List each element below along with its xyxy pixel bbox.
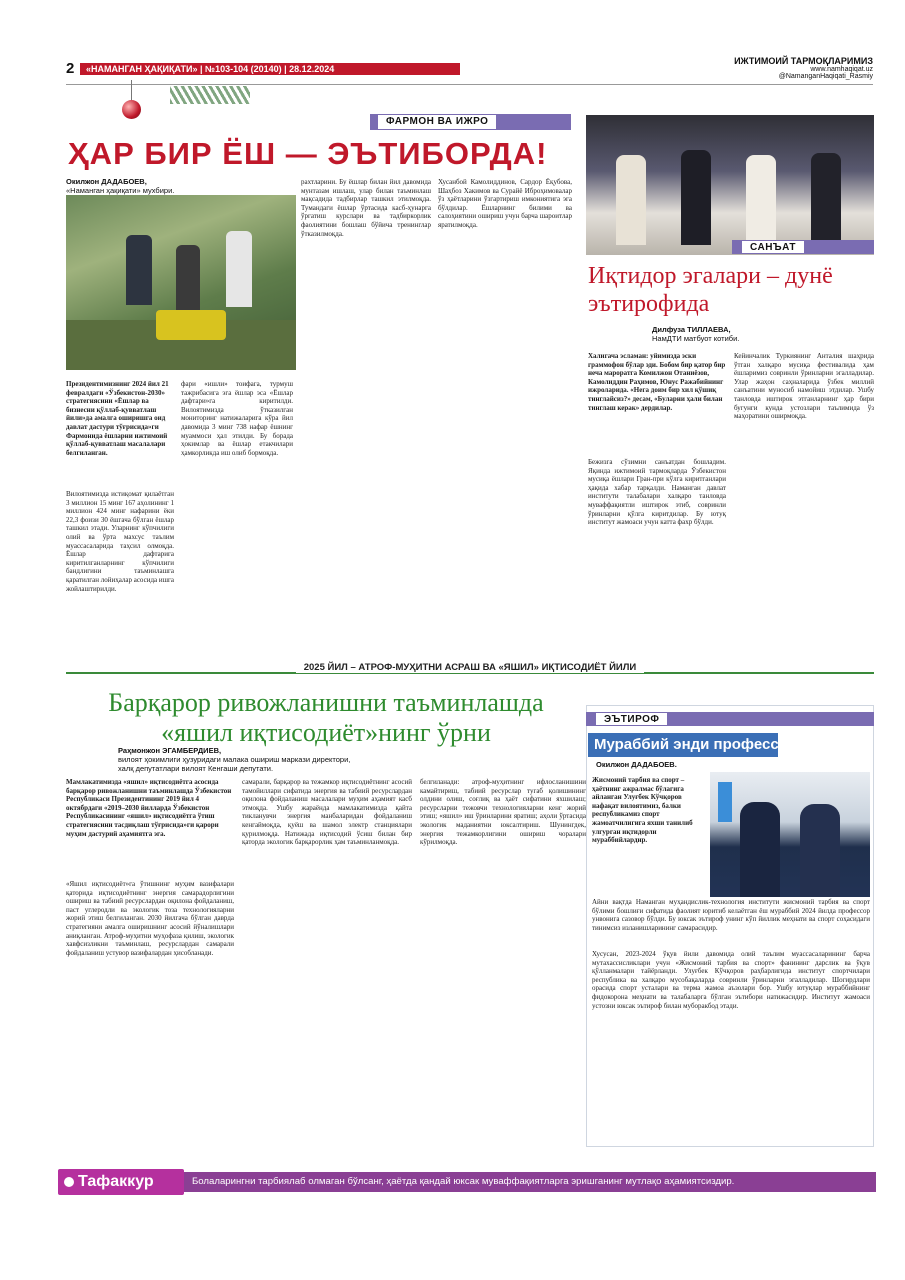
section-title: ИЖТИМОИЙ ТАРМОҚЛАРИМИЗ [734,56,873,66]
article1-col4: Хусанбой Камолиддинов, Сардор Ёқубова, Шаҳбоз Хакимов ва Сурайё Иброҳимовалар ўз ҳаётларини ўзгартириш имкониятига эга бўлдилар. Ёшларнинг билими ва салоҳиятини ошириш учун барча шароитлар яратилмоқда. [438,178,572,229]
article4-title: Мураббий энди профессор [588,733,778,757]
article3-col2: самарали, барқарор ва тежамкор иқтисодиётнинг асосий тамойиллари сифатида энергия ва табиий ресурслардан оқилона фойдаланиш масалалари муҳим аҳамият касб этмоқда. Ушбу жараёнда мамлакатимизда қайта тикланувчи энергия манбаларидан фойдаланиш кенгаймоқда, қуёш ва шамол электр станциялари қурилмоқда. Натижада иқтисодий ўсиш билан бир қаторда экологик барқарорлик ҳам таъминланмоқда. [242,778,412,847]
author-role: НамДТИ матбуот котиби. [652,334,740,343]
bullet-icon [64,1177,74,1187]
author-role: вилоят ҳокимлиги ҳузуридаги малака ошириш маркази директори, [118,755,351,764]
article1-col3: рахтларини. Бу ёшлар билан йил давомида мунтазам ишлаш, улар билан таъминлаш мақсадида тадбирлар ташкил этилмоқда. Тумандаги ёшлар ўртасида касб-ҳунарга ўргатиш курслари ва тадбиркорлик фаолиятини бошлаш бўйича тренинглар ўтказилмоқда. [301,178,431,238]
rubric-label: ФАРМОН ВА ИЖРО [378,115,496,129]
article4-author: Окилжон ДАДАБОЕВ. [596,760,677,769]
author-name: Окилжон ДАДАБОЕВ, [66,177,147,186]
rubric-sanat [732,240,874,254]
header-right [734,56,873,80]
pine-branch-decoration [170,86,250,104]
article1-byline [66,177,174,195]
article2-title: Иқтидор эгалари – дунё эътирофида [588,263,833,317]
website-link[interactable]: www.namhaqiqat.uz [810,66,873,73]
article3-byline [118,746,350,773]
author-role-2: халқ депутатлари вилоят Кенгаши депутати. [118,764,274,773]
article1-title: ҲАР БИР ЁШ — ЭЪТИБОРДА! [68,136,548,171]
article2-col1: Бежизга сўзимни санъатдан бошладим. Яқинда ижтимоий тармоқларда Ўзбекистон мусиқа ёшлари Гран-при кўлга киритганлари ҳақида хабар тарқалди. Наманган давлат институти талабалари халқаро танловда муваффақиятли иштирок этиб, совринли ўринларни қўлга киритдилар. Бу ютуқ институт жамоаси учун катта фахр бўлди. [588,458,726,527]
article1-lead: Президентимизнинг 2024 йил 21 февралдаги «Ўзбекистон-2030» стратегиясини «Ёшлар ва бизнесни қўллаб-қувватлаш йили»да амалга оширишга оид давлат дастури тўғрисида»ги Фармонида ёшларни ижтимоий қўллаб-қувватлаш масалалари белгиланган. [66,380,169,457]
article3-title [66,688,586,748]
article2-byline [652,325,739,343]
article3-col3: белгиланади: атроф-муҳитнинг ифлосланишини камайтириш, табиий ресурслар тугаб қолишининг олдини олиш, соғлиқ ва ҳаёт сифатини яхшилаш; ресурсларни тежовчи технологияларни кенг жорий этиш; «яшил» иш ўринларини яратиш; аҳоли ўртасида экологик маданиятни юксалтириш. Шунингдек, энергия тежамкорлигини ошириш чоралари кўрилмоқда. [420,778,586,847]
footer-label-box [58,1169,184,1195]
rubric-label: САНЪАТ [742,241,804,253]
issue-number: №103-104 (20140) [205,64,282,74]
author-name: Дилфуза ТИЛЛАЕВА, [652,325,731,334]
rubric-etirof [586,712,874,726]
article4-photo [710,772,870,897]
banner-mid-text: 2025 ЙИЛ – АТРОФ-МУҲИТНИ АСРАШ ВА «ЯШИЛ» ИҚТИСОДИЁТ ЙИЛИ [66,662,874,673]
header-left [66,62,466,76]
title-line-2: «яшил иқтисодиёт»нинг ўрни [161,718,491,747]
article1-col2: фари «ишли» тоифага, турмуш тажрибасига эга ёшлар эса «Ёшлар дафтари»га киритилди. Вилоятимизда ўтказилган мониторинг натижаларига кўра йил давомида 3 минг 738 нафар ёшнинг муаммоси ҳал этилди. Бу борада ҳокимлар ва ёшлар етакчилари ҳамкорликда иш олиб бормоқда. [181,380,293,457]
article4-col1: Айни вақтда Наманган муҳандислик-технология институти жисмоний тарбия ва спорт бўлими бошлиғи сифатида фаолият юритиб келаётган ёш мураббий 2024 йилда профессор унвонига сазовор бўлди. Бу юксак эътироф унинг кўп йиллик меҳнати ва спорт соҳасидаги тинимсиз изланишларининг самарасидир. [592,898,870,932]
rubric-label: ЭЪТИРОФ [596,713,667,725]
author-role: «Наманган ҳақиқати» мухбири. [66,186,175,195]
header-rule [66,84,873,85]
rubric-farmon [370,114,571,130]
newspaper-name: «НАМАНГАН ҲАҚИҚАТИ» [86,64,198,74]
masthead-bar: «НАМАНГАН ҲАҚИҚАТИ» | №103-104 (20140) | 28.12.2024 [80,63,460,75]
title-line-1: Барқарор ривожланишни таъминлашда [108,688,544,717]
footer-quote: Болаларингни тарбиялаб олмаган бўлсанг, ҳаётда қандай юксак муваффақиятларга эришганинг мутлақо аҳамиятсиздир. [192,1176,735,1187]
article1-photo [66,195,296,370]
article4-col2: Хусусан, 2023-2024 ўқув йили давомида олий таълим муассасаларининг барча мутахассисликлари учун «Жисмоний тарбия ва спорт» фанининг дарслик ва ўқув қўлланмалари тайёрланди. Улуғбек Кўчқоров раҳбарлигида институт спортчилари республика ва халқаро мусобақаларда совринли ўринларни эгалладилар. Шогирдлари орасида спорт усталари ва терма жамоа аъзолари бор. Ушбу ютуқлар мураббийнинг фидокорона меҳнати ва талабаларга бўлган эътибори натижасидир. Институт жамоаси устозни юксак эътироф билан муборакбод этади. [592,950,870,1010]
social-handle[interactable]: @NamanganHaqiqati_Rasmiy [778,73,873,80]
author-name: Раҳмонжон ЭГАМБЕРДИЕВ, [118,746,222,755]
page-number: 2 [66,60,75,77]
article3-col1: «Яшил иқтисодиёт»га ўтишнинг муҳим вазифалари қаторида иқтисодиётнинг энергия самарадорлигини ошириш ва табиий ресурслардан оқилона фойдаланиш, паст углеродли ва экологик тоза технологияларни жорий этиш белгиланган. 2030 йилгача бўлган даврда стратегияни амалга оширишнинг асосий йўналишлари аниқланган. Атроф-муҳитни муҳофаза қилиш, экологик хавфсизликни таъминлаш, ресурслардан самарали фойдаланиш устувор вазифалардан ҳисобланади. [66,880,234,957]
article4-lead: Жисмоний тарбия ва спорт – ҳаётнинг ажралмас бўлагига айланган Улуғбек Кўчқоров нафақат вилоятимиз, балки республикамиз спорт жамоатчилигига яхши танилиб улгурган иқтидорли мураббийлардир. [592,776,693,845]
article2-lead: Халигача эсламан: уйимизда эски граммофон бўлар эди. Бобом бир қатор бир неча мароратга Комилжон Отаниёзов, Камолиддин Раҳимов, Юнус Ражабийнинг ижроларида. «Нега доим бир хил қўшиқ тинглайсиз?» десам, «Буларни ҳали билан тинглаш керак» дердилар. [588,352,726,412]
footer-label: Тафаккур [78,1173,154,1190]
article2-photo [586,115,874,255]
article2-col2: Кейинчалик Туркиянинг Анталия шаҳрида ўтган халқаро мусиқа фестивалида ҳам ёшларимиз совринли ўринларни эгалладилар. Улар жаҳон саҳналарида ўзбек миллий санъатини муносиб намойиш этдилар. Ушбу танловда иштирок этганларнинг ҳар бири бугунги кунда устозлари таълимида ўз маҳоратини оширмоқда. [734,352,874,421]
article3-lead: Мамлакатимизда «яшил» иқтисодиётга асосида барқарор ривожланишни таъминлашда Ўзбекистон Республикаси Президентининг 2019 йил 4 октябрдаги «2019–2030 йилларда Ўзбекистон Республикасининг «яшил» иқтисодиётга ўтиш стратегиясини тасдиқлаш тўғрисида»ги қарори муҳим дастурий аҳамиятга эга. [66,778,232,838]
article1-col1: Вилоятимизда истиқомат қилаётган 3 миллион 15 минг 167 аҳолининг 1 миллион 424 минг нафарини ёки 22,3 фоизи 30 ёшгача бўлган ёшлар ташкил этади. Уларнинг кўпчилиги олий ва ўрта махсус таълим муассасаларида таҳсил олмоқда. Ёшлар дафтарига киритилганларнинг кўпчилиги бандлигини таъминлашга қаратилган лойиҳалар асосида ишга жойлаштирилди. [66,490,174,593]
ornament-decoration [118,80,148,120]
issue-date: 28.12.2024 [289,64,335,74]
